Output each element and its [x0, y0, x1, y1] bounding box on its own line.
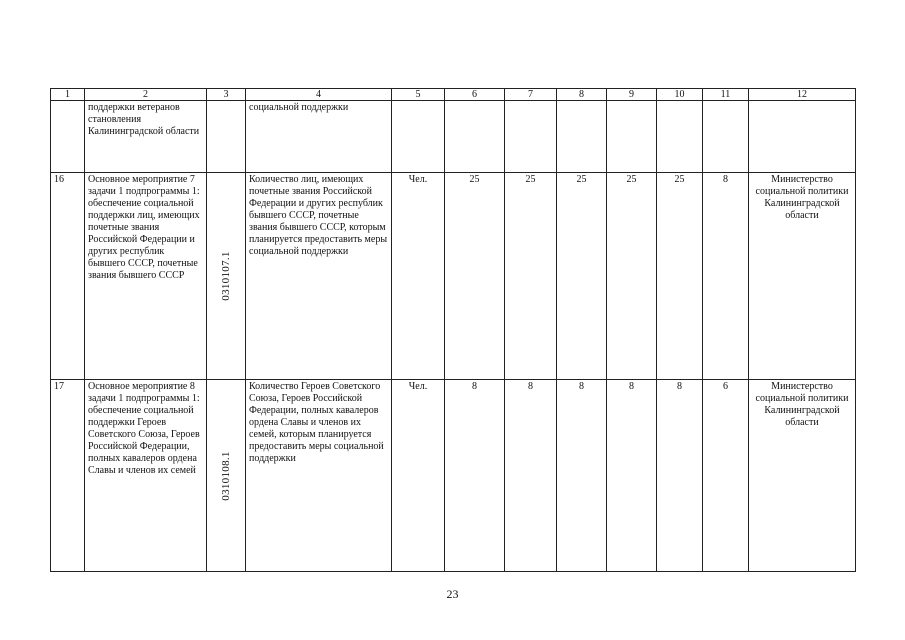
header-cell: 8: [557, 89, 607, 101]
value-cell: 8: [505, 380, 557, 572]
header-cell: 4: [246, 89, 392, 101]
code-cell: [207, 380, 246, 572]
measure-code: 0310107.1: [220, 251, 232, 301]
measure-name: Основное мероприятие 7 задачи 1 подпрограммы 1: обеспечение социальной поддержки лиц, имеющих почетные звания Российской Федерации и других республик бывшего СССР, почетные звания бывшего СССР: [85, 173, 207, 380]
header-cell: 9: [607, 89, 657, 101]
header-cell: 11: [703, 89, 749, 101]
value-cell: [703, 101, 749, 173]
value-cell: 8: [445, 380, 505, 572]
value-cell: 8: [557, 380, 607, 572]
value-cell: [557, 101, 607, 173]
value-cell: [657, 101, 703, 173]
table-header-row: [51, 89, 856, 101]
header-cell: 2: [85, 89, 207, 101]
unit-cell: Чел.: [392, 173, 445, 380]
indicator-text: Количество Героев Советского Союза, Героев Российской Федерации, полных кавалеров ордена Славы и членов их семей, которым планируется предоставить меры социальной поддержки: [246, 380, 392, 572]
value-cell: 8: [703, 173, 749, 380]
value-cell: [607, 101, 657, 173]
header-cell: 5: [392, 89, 445, 101]
measure-name: Основное мероприятие 8 задачи 1 подпрограммы 1: обеспечение социальной поддержки Героев Советского Союза, Героев Российской Федерации, полных кавалеров ордена Славы и членов их семей: [85, 380, 207, 572]
header-cell: 10: [657, 89, 703, 101]
page-number: 23: [446, 587, 459, 601]
executor-cell: [749, 101, 856, 173]
value-cell: 8: [607, 380, 657, 572]
table-row: [51, 101, 856, 173]
row-number: 16: [51, 173, 85, 380]
code-cell: [207, 173, 246, 380]
row-number: [51, 101, 85, 173]
value-cell: 6: [703, 380, 749, 572]
code-cell: [207, 101, 246, 173]
indicator-text: Количество лиц, имеющих почетные звания Российской Федерации и других республик бывшего СССР, почетные звания бывшего СССР, которым планируется предоставить меры социальной поддержки: [246, 173, 392, 380]
unit-cell: [392, 101, 445, 173]
header-cell: 7: [505, 89, 557, 101]
indicator-text: социальной поддержки: [246, 101, 392, 173]
value-cell: 25: [657, 173, 703, 380]
value-cell: [505, 101, 557, 173]
value-cell: 25: [505, 173, 557, 380]
header-cell: 6: [445, 89, 505, 101]
value-cell: 25: [445, 173, 505, 380]
row-number: 17: [51, 380, 85, 572]
header-cell: 12: [749, 89, 856, 101]
table-row: [51, 173, 856, 380]
executor-cell: Министерство социальной политики Калининградской области: [749, 173, 856, 380]
value-cell: 25: [557, 173, 607, 380]
value-cell: [445, 101, 505, 173]
value-cell: 8: [657, 380, 703, 572]
value-cell: 25: [607, 173, 657, 380]
table-row: [51, 380, 856, 572]
indicators-table: [50, 88, 856, 572]
measure-code: 0310108.1: [220, 450, 232, 501]
header-cell: 3: [207, 89, 246, 101]
unit-cell: Чел.: [392, 380, 445, 572]
header-cell: 1: [51, 89, 85, 101]
measure-name: поддержки ветеранов становления Калининградской области: [85, 101, 207, 173]
executor-cell: Министерство социальной политики Калининградской области: [749, 380, 856, 572]
